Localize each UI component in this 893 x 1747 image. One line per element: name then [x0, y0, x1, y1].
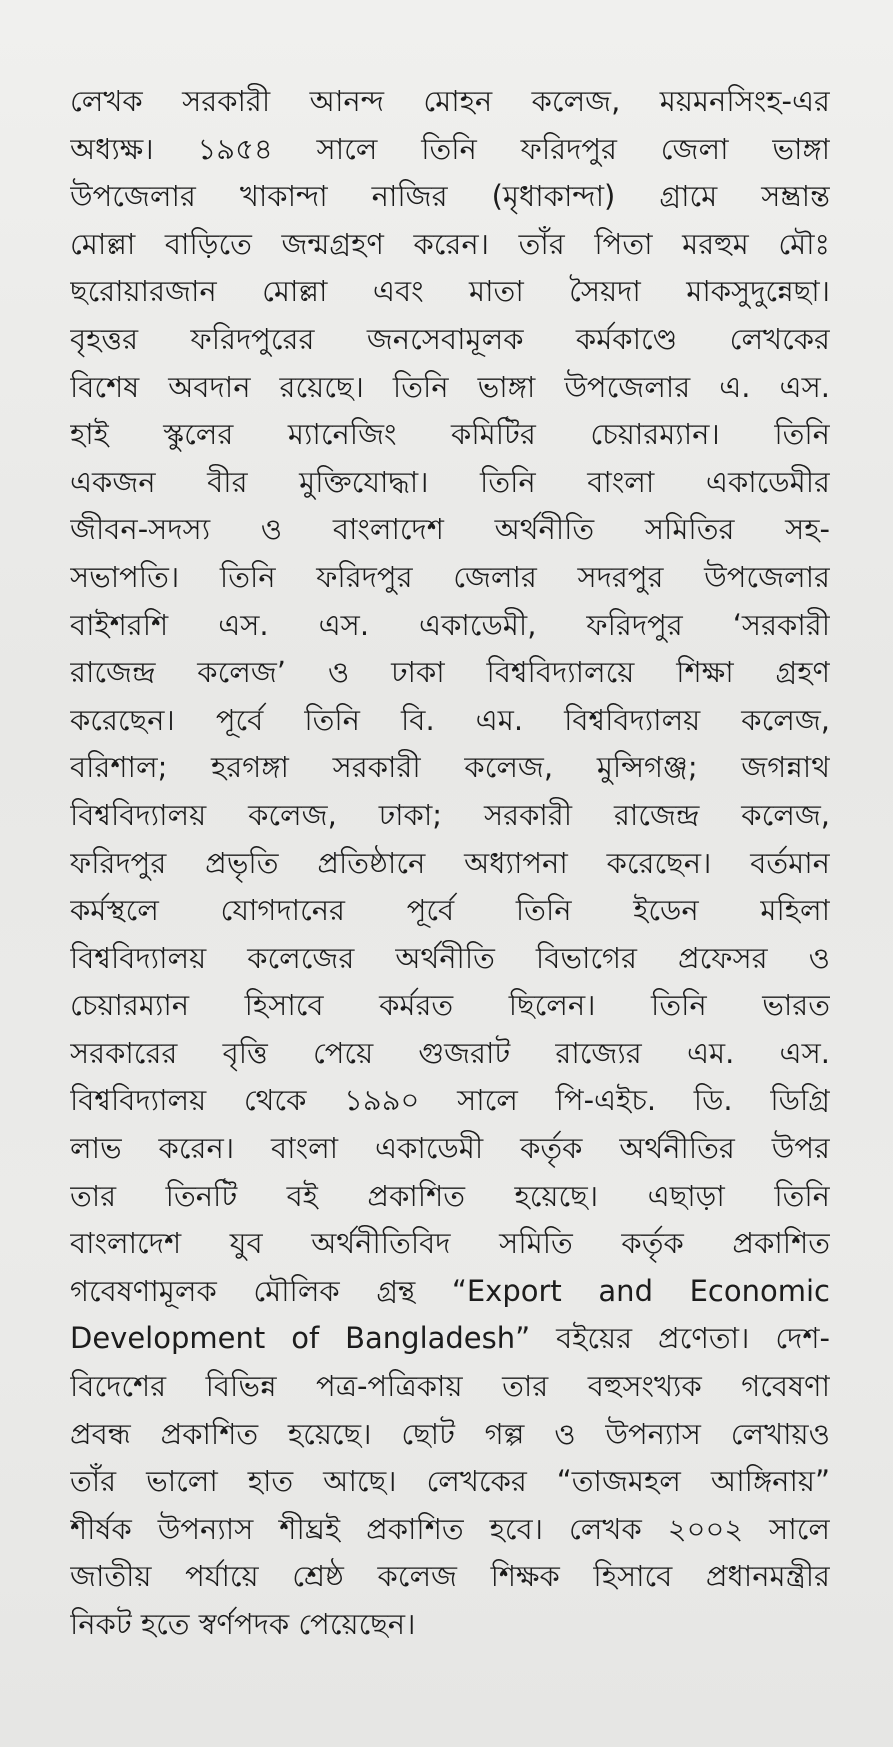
- paragraph-line: হাই স্কুলের ম্যানেজিং কমিটির চেয়ারম্যান। তিনি: [70, 417, 830, 452]
- paragraph-line: অধ্যক্ষ। ১৯৫৪ সালে তিনি ফরিদপুর জেলা ভাঙ্গা: [70, 131, 830, 166]
- paragraph-line: চেয়ারম্যান হিসাবে কর্মরত ছিলেন। তিনি ভারত: [70, 988, 830, 1023]
- paragraph-line: বাইশরশি এস. এস. একাডেমী, ফরিদপুর ‘সরকারী: [70, 607, 830, 642]
- paragraph-line: উপজেলার খাকান্দা নাজির (মৃধাকান্দা) গ্রামে সম্ভ্রান্ত: [70, 179, 830, 214]
- paragraph-line: ফরিদপুর প্রভৃতি প্রতিষ্ঠানে অধ্যাপনা করেছেন। বর্তমান: [70, 845, 830, 880]
- paragraph-line: লেখক সরকারী আনন্দ মোহন কলেজ, ময়মনসিংহ-এর: [70, 84, 830, 118]
- paragraph-line: তার তিনটি বই প্রকাশিত হয়েছে। এছাড়া তিনি: [70, 1178, 830, 1213]
- paragraph-line: বরিশাল; হরগঙ্গা সরকারী কলেজ, মুন্সিগঞ্জ; জগন্নাথ: [70, 750, 830, 785]
- paragraph-line: মোল্লা বাড়িতে জন্মগ্রহণ করেন। তাঁর পিতা মরহুম মৌঃ: [70, 226, 830, 261]
- paragraph-line: সরকারের বৃত্তি পেয়ে গুজরাট রাজ্যের এম. এস.: [70, 1035, 830, 1070]
- paragraph-line: বিশ্ববিদ্যালয় কলেজ, ঢাকা; সরকারী রাজেন্দ্র কলেজ,: [70, 797, 830, 832]
- author-biography-paragraph: [70, 78, 830, 1649]
- paragraph-line: একজন বীর মুক্তিযোদ্ধা। তিনি বাংলা একাডেমীর: [70, 464, 830, 499]
- paragraph-line: গবেষণামূলক মৌলিক গ্রন্থ “Export and Economic: [70, 1273, 830, 1308]
- paragraph-line: কর্মস্থলে যোগদানের পূর্বে তিনি ইডেন মহিলা: [70, 893, 830, 928]
- paragraph-line: লাভ করেন। বাংলা একাডেমী কর্তৃক অর্থনীতির উপর: [70, 1131, 830, 1166]
- paragraph-line: ছরোয়ারজান মোল্লা এবং মাতা সৈয়দা মাকসুদুন্নেছা।: [70, 274, 830, 309]
- paragraph-line: রাজেন্দ্র কলেজ’ ও ঢাকা বিশ্ববিদ্যালয়ে শিক্ষা গ্রহণ: [70, 655, 830, 690]
- paragraph-line: বিশ্ববিদ্যালয় থেকে ১৯৯০ সালে পি-এইচ. ডি. ডিগ্রি: [70, 1083, 830, 1118]
- paragraph-line: বিদেশের বিভিন্ন পত্র-পত্রিকায় তার বহুসংখ্যক গবেষণা: [70, 1369, 830, 1404]
- paragraph-line: বিশ্ববিদ্যালয় কলেজের অর্থনীতি বিভাগের প্রফেসর ও: [70, 940, 830, 975]
- paragraph-line: Development of Bangladesh” বইয়ের প্রণেতা। দেশ-: [70, 1321, 830, 1356]
- paragraph-line: বৃহত্তর ফরিদপুরের জনসেবামূলক কর্মকাণ্ডে লেখকের: [70, 321, 830, 356]
- paragraph-line: শীর্ষক উপন্যাস শীঘ্রই প্রকাশিত হবে। লেখক ২০০২ সালে: [70, 1511, 830, 1546]
- paragraph-line: নিকট হতে স্বর্ণপদক পেয়েছেন।: [70, 1607, 416, 1641]
- paragraph-line: প্রবন্ধ প্রকাশিত হয়েছে। ছোট গল্প ও উপন্যাস লেখায়ও: [70, 1416, 830, 1451]
- paragraph-line: জাতীয় পর্যায়ে শ্রেষ্ঠ কলেজ শিক্ষক হিসাবে প্রধানমন্ত্রীর: [70, 1559, 830, 1594]
- paragraph-line: বাংলাদেশ যুব অর্থনীতিবিদ সমিতি কর্তৃক প্রকাশিত: [70, 1226, 830, 1261]
- paragraph-line: তাঁর ভালো হাত আছে। লেখকের “তাজমহল আঙ্গিনায়”: [70, 1464, 830, 1499]
- paragraph-line: করেছেন। পূর্বে তিনি বি. এম. বিশ্ববিদ্যালয় কলেজ,: [70, 702, 830, 737]
- paragraph-line: সভাপতি। তিনি ফরিদপুর জেলার সদরপুর উপজেলার: [70, 559, 830, 594]
- paragraph-line: জীবন-সদস্য ও বাংলাদেশ অর্থনীতি সমিতির সহ-: [70, 512, 830, 547]
- paragraph-line: বিশেষ অবদান রয়েছে। তিনি ভাঙ্গা উপজেলার এ. এস.: [70, 369, 830, 404]
